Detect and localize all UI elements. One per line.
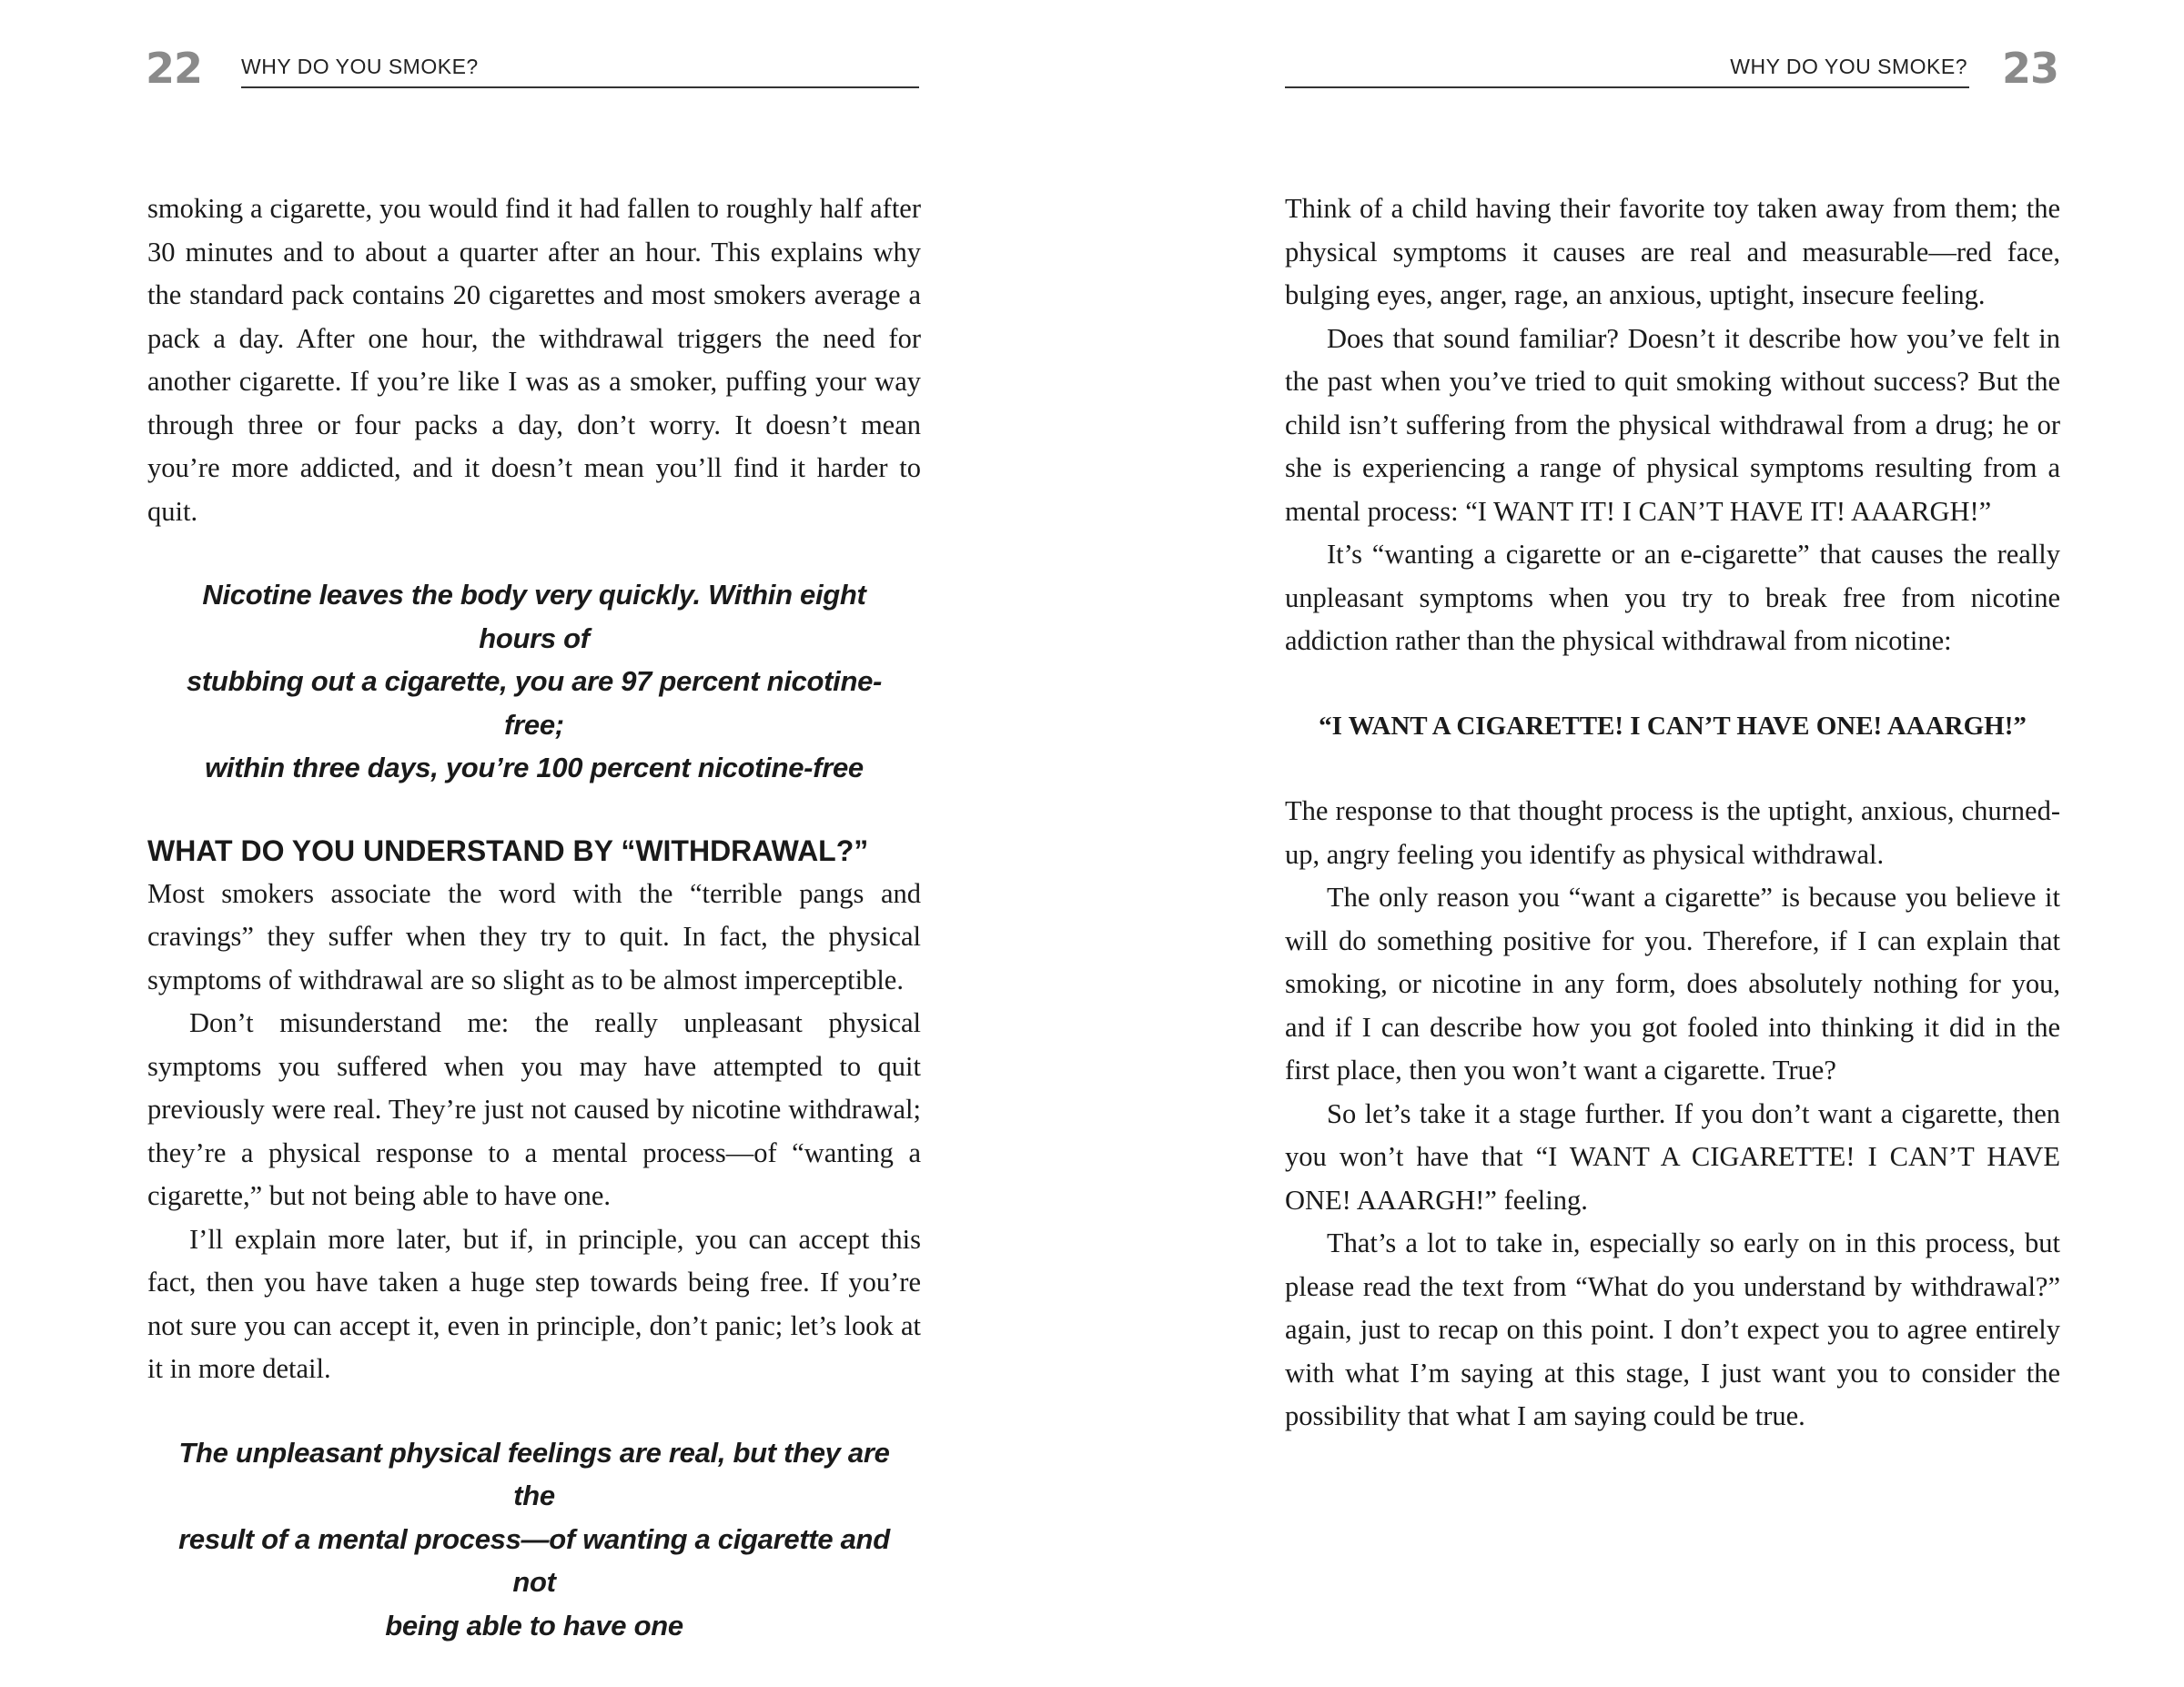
body-paragraph: The response to that thought process is the uptight, anxious, churned-up, angry feeling you identify as physical withdrawal.	[1285, 795, 2060, 870]
pull-quote-line: The unpleasant physical feelings are real, but they are the	[178, 1436, 890, 1511]
page-number: 23	[2001, 44, 2058, 93]
pull-quote-line: Nicotine leaves the body very quickly. Within eight hours of	[202, 579, 866, 654]
pull-quote-line: being able to have one	[385, 1609, 683, 1642]
running-head: WHY DO YOU SMOKE?	[241, 55, 479, 78]
body-paragraph: So let’s take it a stage further. If you don’t want a cigarette, then you won’t have that “I WANT A CIGARETTE! I CAN’T HAVE ONE! AAARGH!” feeling.	[1285, 1097, 2060, 1216]
pull-quote-line: result of a mental process—of wanting a cigarette and not	[178, 1522, 890, 1598]
body-paragraph: Does that sound familiar? Doesn’t it describe how you’ve felt in the past when you’ve tried to quit smoking without success? But the child isn’t suffering from the physical withdrawal from a drug; he or she is experiencing a range of physical symptoms resulting from a mental process: “I WANT IT! I CAN’T HAVE IT! AAARGH!”	[1285, 322, 2060, 527]
body-paragraph: Don’t misunderstand me: the really unpleasant physical symptoms you suffered when you may have attempted to quit previously were real. They’re just not caused by nicotine withdrawal; they’re a physical response to a mental process—of “wanting a cigarette,” but not being able to have one.	[147, 1007, 921, 1211]
pull-quote	[166, 573, 903, 790]
header-rule	[241, 86, 919, 88]
pull-quote-line: within three days, you’re 100 percent nicotine-free	[205, 752, 864, 783]
right-page-body	[1285, 187, 2060, 1439]
header-rule	[1285, 86, 1969, 88]
body-paragraph: It’s “wanting a cigarette or an e-cigarette” that causes the really unpleasant symptoms when you try to break free from nicotine addiction rather than the physical withdrawal from nicotine:	[1285, 539, 2060, 656]
page-number: 22	[146, 44, 203, 93]
running-head: WHY DO YOU SMOKE?	[1730, 55, 1967, 78]
emphasized-quote: “I WANT A CIGARETTE! I CAN’T HAVE ONE! AAARGH!”	[1319, 711, 2027, 741]
body-paragraph: I’ll explain more later, but if, in principle, you can accept this fact, then you have taken a huge step towards being free. If you’re not sure you can accept it, even in principle, don’t panic; let’s look at it in more detail.	[147, 1223, 921, 1384]
pull-quote-line: stubbing out a cigarette, you are 97 percent nicotine-free;	[186, 665, 883, 741]
left-page	[0, 0, 1092, 1642]
left-page-body	[147, 187, 921, 1687]
body-paragraph: The only reason you “want a cigarette” is because you believe it will do something positive for you. Therefore, if I can explain that smoking, or nicotine in any form, does absolutely nothing for you, and if I can describe how you got fooled into thinking it did in the first place, then you won’t want a cigarette. True?	[1285, 882, 2060, 1086]
section-heading: WHAT DO YOU UNDERSTAND BY “WITHDRAWAL?”	[147, 833, 869, 867]
right-page	[1092, 0, 2184, 1638]
right-page-header	[1285, 44, 2058, 93]
body-paragraph: Most smokers associate the word with the “terrible pangs and cravings” they suffer when they try to quit. In fact, the physical symptoms of withdrawal are so slight as to be almost imperceptible.	[147, 877, 921, 995]
body-paragraph: smoking a cigarette, you would find it had fallen to roughly half after 30 minutes and to about a quarter after an hour. This explains why the standard pack contains 20 cigarettes and most smokers average a pack a day. After one hour, the withdrawal triggers the need for another cigarette. If you’re like I was as a smoker, puffing your way through three or four packs a day, don’t worry. It doesn’t mean you’re more addicted, and it doesn’t mean you’ll find it harder to quit.	[147, 193, 921, 527]
body-paragraph: That’s a lot to take in, especially so early on in this process, but please read the text from “What do you understand by withdrawal?” again, just to recap on this point. I don’t expect you to agree entirely with what I’m saying at this stage, I just want you to consider the possibility that what I am saying could be true.	[1285, 1227, 2060, 1431]
pull-quote	[166, 1431, 903, 1648]
left-page-header	[146, 44, 919, 93]
body-paragraph: Think of a child having their favorite toy taken away from them; the physical symptoms it causes are real and measurable—red face, bulging eyes, anger, rage, an anxious, uptight, insecure feeling.	[1285, 193, 2060, 310]
